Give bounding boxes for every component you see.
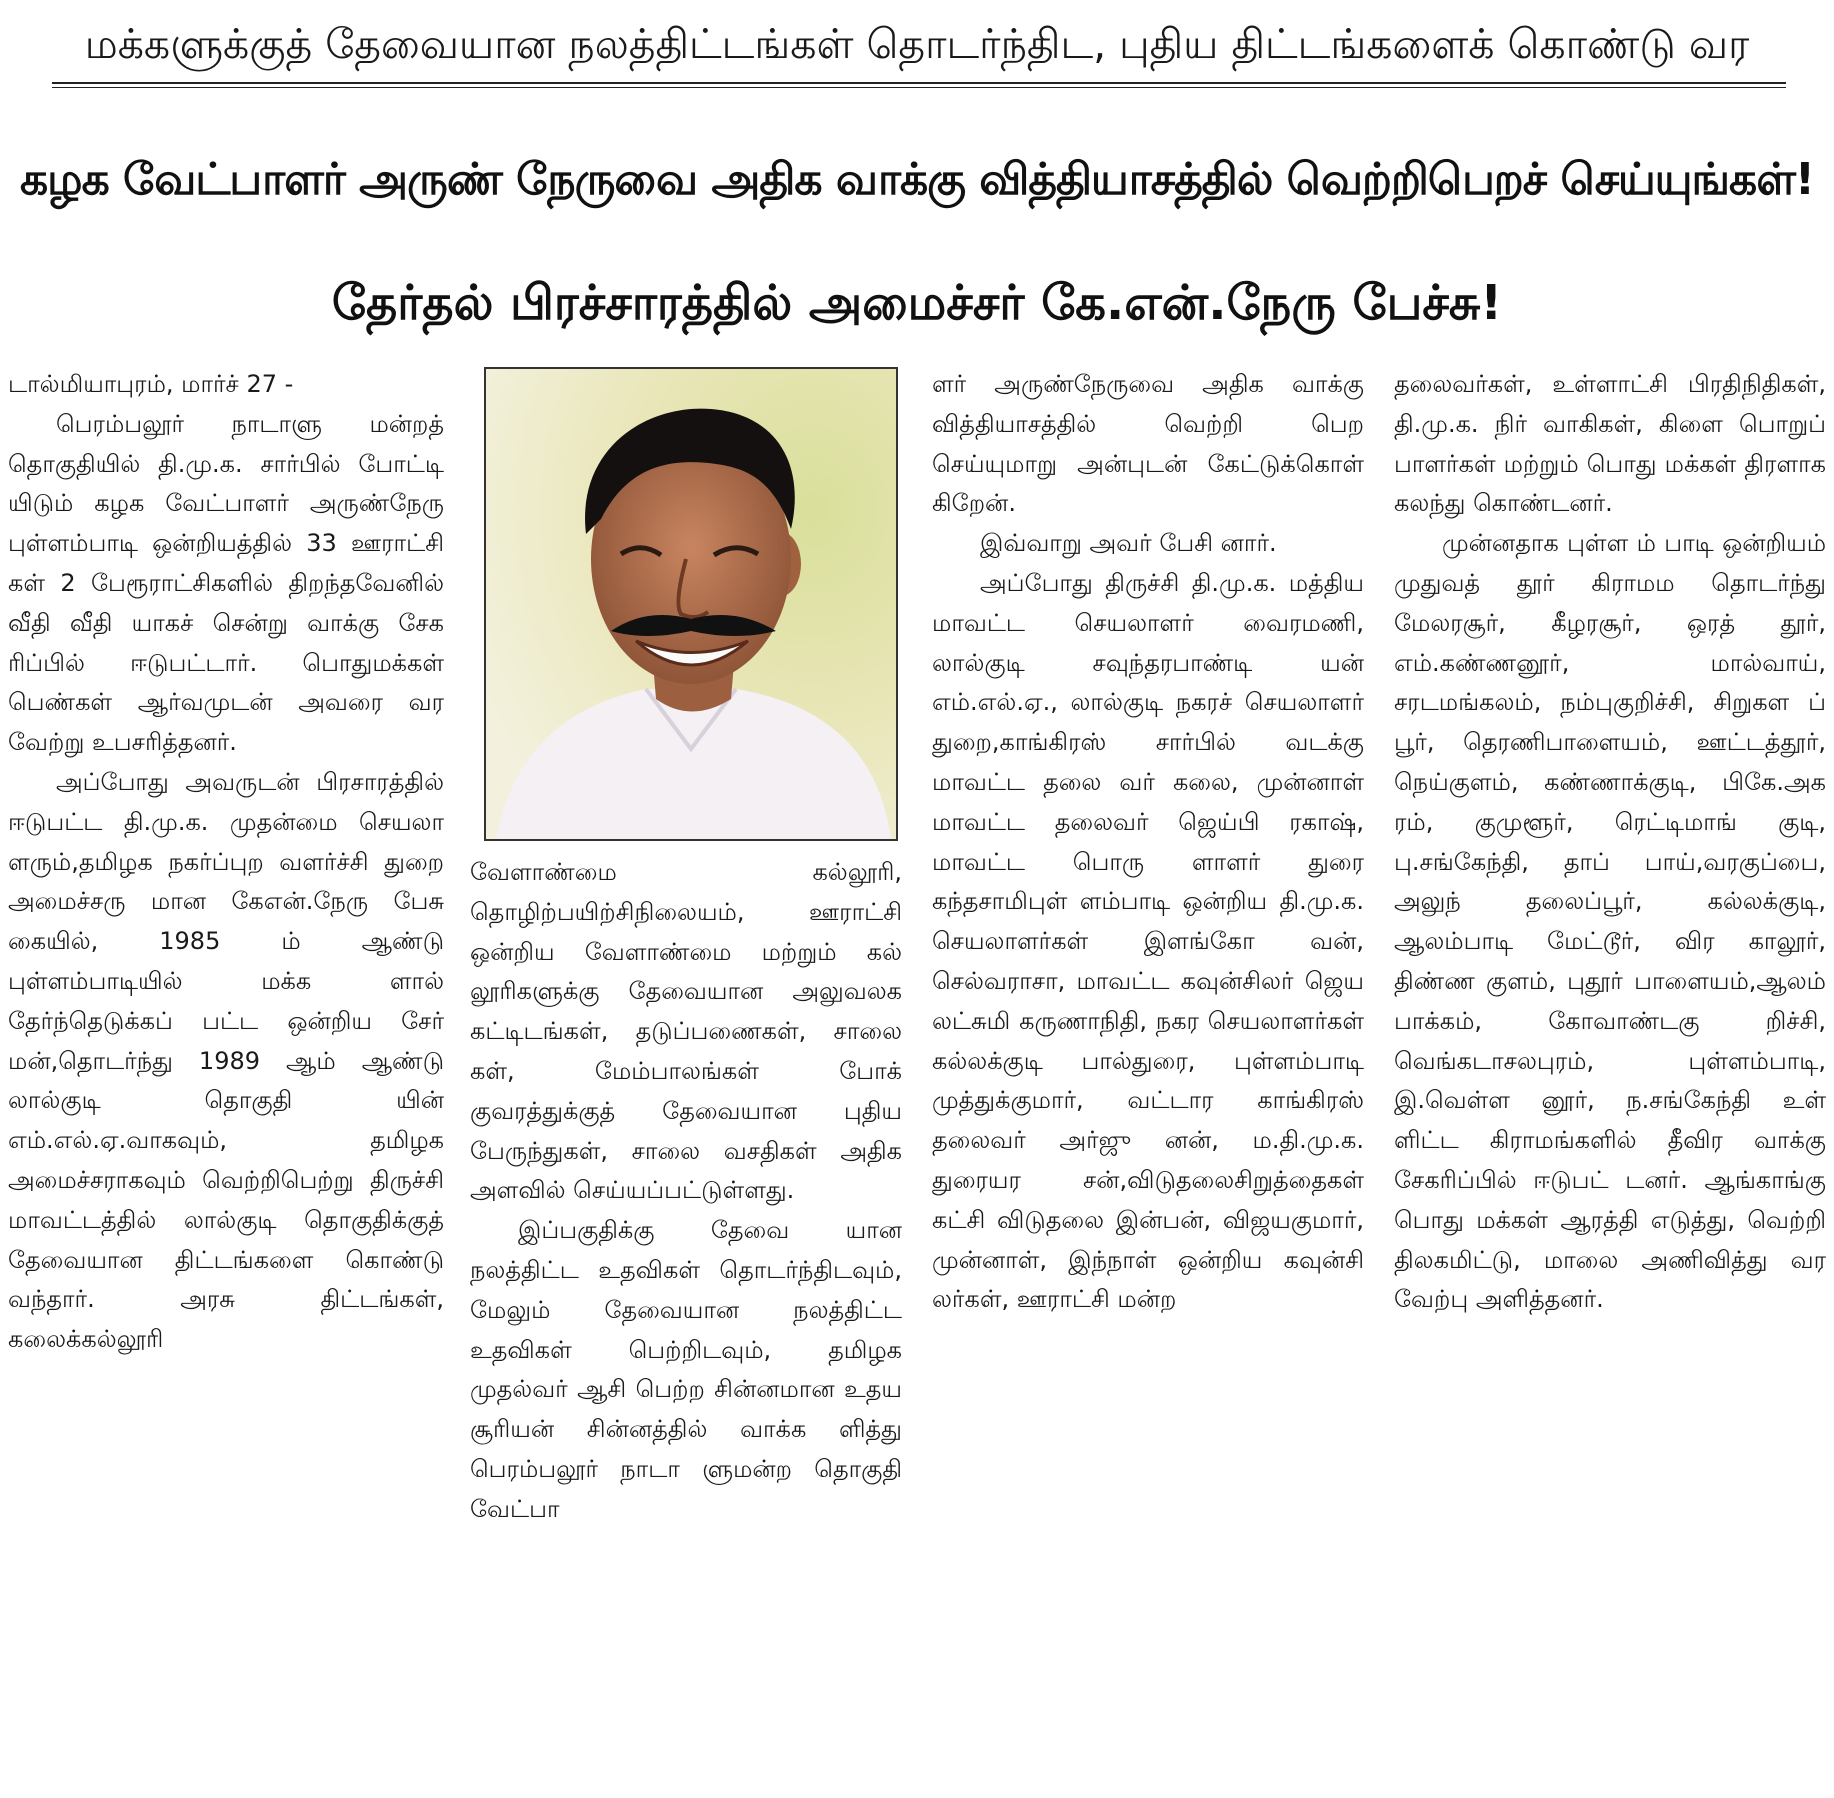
subheadline: தேர்தல் பிரச்சாரத்தில் அமைச்சர் கே.என்.நேரு பேச்சு! [331, 275, 1503, 331]
paragraph: அப்போது திருச்சி தி.மு.க. மத்திய மாவட்ட செயலாளர் வைரமணி, லால்குடி சவுந்தரபாண்டி யன் எம்.எல்.ஏ., லால்குடி நகரச் செயலாளர் துறை,காங்கிரஸ் சார்பில் வடக்கு மாவட்ட தலை வர் கலை, முன்னாள் மாவட்ட தலைவர் ஜெய்பி ரகாஷ், மாவட்ட பொரு ளாளர் துரை கந்தசாமிபுள் ளம்பாடி ஒன்றிய தி.மு.க. செயலாளர்கள் இளங்கோ வன், செல்வராசா, மாவட்ட கவுன்சிலர் ஜெய லட்சுமி கருணாநிதி, நகர செயலாளர்கள் கல்லக்குடி பால்துரை, புள்ளம்பாடி முத்துக்குமார், வட்டார காங்கிரஸ் தலைவர் அர்ஜு னன், ம.தி.மு.க. துரையர சன்,விடுதலைசிறுத்தைகள் கட்சி விடுதலை இன்பன், விஜயகுமார், முன்னாள், இந்நாள் ஒன்றிய கவுன்சி லர்கள், ஊராட்சி மன்ற [932, 568, 1364, 1314]
column-1 [8, 365, 444, 1795]
paragraph: அப்போது அவருடன் பிரசாரத்தில் ஈடுபட்ட தி.மு.க. முதன்மை செயலா ளரும்,தமிழக நகர்ப்புற வளர்ச்சி துறை அமைச்சரு மான கேஎன்.நேரு பேசு கையில், 1985 ம் ஆண்டு புள்ளம்பாடியில் மக்க ளால் தேர்ந்தெடுக்கப் பட்ட ஒன்றிய சேர் மன்,தொடர்ந்து 1989 ஆம் ஆண்டு லால்குடி தொகுதி யின் எம்.எல்.ஏ.வாகவும், தமிழக அமைச்சராகவும் வெற்றிபெற்று திருச்சி மாவட்டத்தில் லால்குடி தொகுதிக்குத் தேவையான திட்டங்களை கொண்டு வந்தார். அரசு திட்டங்கள், கலைக்கல்லூரி [8, 767, 444, 1354]
dateline: டால்மியாபுரம், மார்ச் 27 - [8, 370, 294, 398]
portrait-illustration [486, 369, 896, 839]
kicker-rule-top [52, 82, 1786, 84]
kicker-rule-bottom [52, 87, 1786, 88]
kicker-line: மக்களுக்குத் தேவையான நலத்திட்டங்கள் தொடர்ந்திட, புதிய திட்டங்களைக் கொண்டு வர [84, 20, 1750, 68]
paragraph: முன்னதாக புள்ள ம் பாடி ஒன்றியம் முதுவத் தூர் கிராமம தொடர்ந்து மேலரசூர், கீழரசூர், ஒரத் தூர், எம்.கண்ணனூர், மால்வாய், சரடமங்கலம், நம்புகுறிச்சி, சிறுகள ப் பூர், தெரணிபாளையம், ஊட்டத்தூர், நெய்குளம், கண்ணாக்குடி, பிகே.அக ரம், குமுளூர், ரெட்டிமாங் குடி, பு.சங்கேந்தி, தாப் பாய்,வரகுப்பை, அலுந் தலைப்பூர், கல்லக்குடி, ஆலம்பாடி மேட்டூர், விர காலூர், திண்ண குளம், புதூர் பாளையம்,ஆலம் பாக்கம், கோவாண்டகு றிச்சி, வெங்கடாசலபுரம், புள்ளம்பாடி, இ.வெள்ள னூர், ந.சங்கேந்தி உள் ளிட்ட கிராமங்களில் தீவிர வாக்கு சேகரிப்பில் ஈடுபட் டனர். ஆங்காங்கு பொது மக்கள் ஆரத்தி எடுத்து, வெற்றி திலகமிட்டு, மாலை அணிவித்து வர வேற்பு அளித்தனர். [1394, 529, 1826, 1314]
headline: கழக வேட்பாளர் அருண் நேருவை அதிக வாக்கு வித்தியாசத்தில் வெற்றிபெறச் செய்யுங்கள்! [20, 154, 1814, 205]
paragraph: இவ்வாறு அவர் பேசி னார். [980, 529, 1277, 558]
portrait-photo [484, 367, 898, 841]
paragraph: தலைவர்கள், உள்ளாட்சி பிரதிநிதிகள், தி.மு.க. நிர் வாகிகள், கிளை பொறுப் பாளர்கள் மற்றும் பொது மக்கள் திரளாக கலந்து கொண்டனர். [1394, 370, 1826, 518]
column-2 [470, 853, 902, 1795]
column-4 [1394, 365, 1826, 1795]
column-3 [932, 365, 1364, 1795]
paragraph: வேளாண்மை கல்லூரி, தொழிற்பயிற்சிநிலையம், ஊராட்சி ஒன்றிய வேளாண்மை மற்றும் கல் லூரிகளுக்கு தேவையான அலுவலக கட்டிடங்கள், தடுப்பணைகள், சாலை கள், மேம்பாலங்கள் போக் குவரத்துக்குத் தேவையான புதிய பேருந்துகள், சாலை வசதிகள் அதிக அளவில் செய்யப்பட்டுள்ளது. [470, 858, 902, 1205]
paragraph: பெரம்பலூர் நாடாளு மன்றத் தொகுதியில் தி.மு.க. சார்பில் போட்டி யிடும் கழக வேட்பாளர் அருண்நேரு புள்ளம்பாடி ஒன்றியத்தில் 33 ஊராட்சி கள் 2 பேரூராட்சிகளில் திறந்தவேனில் வீதி வீதி யாகச் சென்று வாக்கு சேக ரிப்பில் ஈடுபட்டார். பொதுமக்கள் பெண்கள் ஆர்வமுடன் அவரை வர வேற்று உபசரித்தனர். [8, 409, 444, 757]
paragraph: இப்பகுதிக்கு தேவை யான நலத்திட்ட உதவிகள் தொடர்ந்திடவும், மேலும் தேவையான நலத்திட்ட உதவிகள் பெற்றிடவும், தமிழக முதல்வர் ஆசி பெற்ற சின்னமான உதய சூரியன் சின்னத்தில் வாக்க ளித்து பெரம்பலூர் நாடா ளுமன்ற தொகுதி வேட்பா [470, 1216, 902, 1523]
paragraph: ளர் அருண்நேருவை அதிக வாக்கு வித்தியாசத்தில் வெற்றி பெற செய்யுமாறு அன்புடன் கேட்டுக்கொள் கிறேன். [932, 370, 1364, 518]
